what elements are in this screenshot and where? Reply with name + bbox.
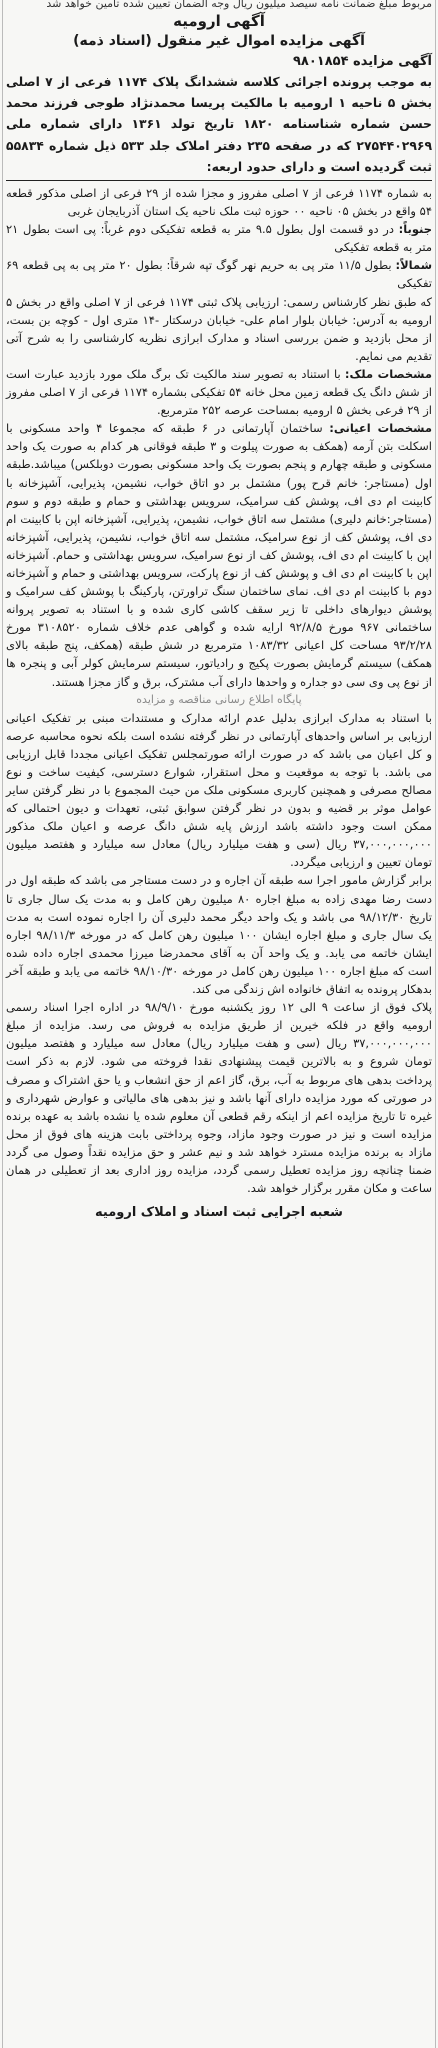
paragraph-label: جنوباً:: [398, 222, 433, 237]
paragraph-text: با استناد به مدارک ابرازی بدلیل عدم ارائه مدارک و مستندات مبنی بر تفکیک اعیانی ارزیابی بر اساس واحدهای آپارتمانی در نظر گرفته نشده است بلکه نحوه محاسبه عرصه و کل اعیان می باشد که در صورت ارائه صورتمجلس تفکیک اعیانی مجددا قابل ارزیابی می باشد. با توجه به موقعیت و محل استقرار، شوارع دسترسی، کیفیت ساخت و نوع مصالح مصرفی و همچنین کاربری مسکونی ملک من حیث المجموع با در نظر گرفتن سایر عوامل موثر بر قضیه و بدون در نظر گرفتن سوابق ثبتی، تعهدات و دیون احتمالی که ممکن است وجود داشته باشد ارزش پایه شش دانگ عرصه و اعیان ملک مذکور ۳۷,۰۰۰,۰۰۰,۰۰۰ ریال (سی و هفت میلیارد ریال) معادل سه میلیارد و هفتصد میلیون تومان تعیین و ارزیابی میگردد.: [6, 710, 432, 870]
body-paragraph: [6, 365, 432, 419]
body-paragraph: [6, 709, 432, 872]
paragraph-text: که طبق نظر کارشناس رسمی: ارزیابی پلاک ثبتی ۱۱۷۴ فرعی از ۷ اصلی واقع در بخش ۵ ارومیه به آدرس: خیابان بلوار امام علی- خیابان درسکتار -۱۴ متری اول - کوچه بن بست، از محل بازدید و ضمن بررسی اسناد و مدارک ابرازی نظریه کارشناسی را به شرح آتی تقدیم می نمایم.: [6, 294, 432, 363]
body-paragraph: [6, 419, 432, 690]
site-watermark: پایگاه اطلاع رسانی مناقصه و مزایده: [136, 692, 302, 706]
body-paragraph: [6, 256, 432, 292]
body-paragraph: [6, 220, 432, 256]
body-paragraph: [6, 998, 432, 1197]
paragraph-label: مشخصات اعیانی:: [329, 421, 432, 436]
paragraph-label: مشخصات ملک:: [344, 366, 432, 381]
section-divider: [6, 180, 432, 181]
auction-number: آگهی مزایده ۹۸۰۱۸۵۴: [292, 54, 432, 69]
paragraph-text: ساختمان آپارتمانی در ۶ طبقه که مجموعا ۴ واحد مسکونی با اسکلت بتن آرمه (همکف به صورت پیلوت و ۳ طبقه فوقانی هر کدام به صورت یک واحد مسکونی و طبقه چهارم و پنجم بصورت یک واحد مسکونی بصورت دوبلکس) میباشد.طبقه اول (مستاجر: خانم قرح پور) مشتمل بر دو اتاق خواب، نشیمن، پذیرایی، آشپزخانه با کابینت ام دی اف، پوشش کف سرامیک، سرویس بهداشتی و حمام و طبقه دوم و سوم (مستاجر:خانم دلیری) مشتمل سه اتاق خواب، نشیمن، پذیرایی، آشپزخانه اپن با کابینت ام دی اف، پوشش کف از نوع سرامیک، مشتمل سه اتاق خواب، نشیمن، پذیرایی، آشپزخانه اپن با کابینت ام دی اف، پوشش کف از نوع سرامیک، سرویس بهداشتی و حمام. آشپزخانه اپن با کابینت ام دی اف و پوشش کف از نوع پارکت، سرویس بهداشتی و حمام و آشپزخانه دوم با کابینت ام دی اف. نمای ساختمان سنگ تراورتن، پارکینگ با پوشش کف سرامیک و پوشش دیوارهای داخلی تا زیر سقف کاشی کاری شده و با استناد به تصویر پروانه ساختمانی ۹۶۷ مورخ ۹۲/۸/۵ ارایه شده و گواهی عدم خلاف شماره ۳۱۰۸۵۲۰ مورخ ۹۳/۲/۲۸ مساحت کل اعیانی ۱۰۸۳/۳۲ مترمربع در شش طبقه (همکف، پنج طبقه بالای همکف) سیستم گرمایش بصورت پکیج و رادیاتور، سیستم سرمایش کولر آبی و پنجره ها از نوع پی وی سی دو جداره و واحدها دارای آب مشترک، برق و گاز مجزا هستند.: [6, 421, 433, 689]
clipping-right-edge: [435, 0, 436, 2048]
paragraph-text: بطول ۱۱/۵ متر پی به حریم نهر گوگ تپه شرقاً: بطول ۲۰ متر پی به پی قطعه ۶۹ تفکیکی: [6, 258, 432, 291]
notice-intro: به موجب پرونده اجرائی کلاسه ششدانگ پلاک ۱۱۷۴ فرعی از ۷ اصلی بخش ۵ ناحیه ۱ ارومیه با مالکیت پریسا محمدنژاد طوجی فرزند محمد حسن شماره شناسنامه ۱۸۲۰ تاریخ تولد ۱۳۶۱ دارای شماره ملی ۲۷۵۴۴۰۲۹۶۹ که در صفحه ۲۳۵ دفتر املاک جلد ۵۳۳ ذیل شماره ۵۵۸۳۴ ثبت گردیده است و دارای حدود اربعه:: [6, 74, 433, 174]
notice-body: [6, 184, 432, 1197]
paragraph-text: به شماره ۱۱۷۴ فرعی از ۷ اصلی مفروز و مجزا شده از ۲۹ فرعی از اصلی مذکور قطعه ۵۴ واقع در بخش ۰۵ ناحیه ۰۰ حوزه ثبت ملک ناحیه یک استان آذربایجان غربی: [6, 186, 433, 219]
body-paragraph: [6, 293, 432, 365]
notice-title: آگهی ارومیه: [173, 12, 265, 30]
paragraph-text: برابر گزارش مامور اجرا سه طبقه آن اجاره و در دست مستاجر می باشد که طبقه اول در دست رضا مهدی زاده به مبلغ اجاره ۸۰ میلیون رهن کامل و به مدت یک سال جاری تا تاریخ ۹۸/۱۲/۳۰ می باشد و یک واحد دیگر محمد دلیری آن را اجاره نموده است به مدت یک سال جاری و مبلغ اجاره ایشان ۱۰۰ میلیون رهن کامل که در مورخه ۹۸/۱۱/۳ اجاره ایشان خاتمه می یابد. و یک واحد آن به آقای محمدرضا میرزا محمدی اجاره داده شده است که مبلغ اجاره ۱۰۰ میلیون رهن کامل در مورخه ۹۸/۱۰/۳۰ خاتمه می یابد و طبقه آخر بدهکار پرونده به اتفاق خانواده اش زندگی می کند.: [6, 873, 432, 997]
clipping-left-edge: [2, 0, 3, 2048]
paragraph-text: با استناد به تصویر سند مالکیت تک برگ ملک مورد بازدید عبارت است از شش دانگ یک قطعه زمین محل خانه ۵۴ تفکیکی بشماره ۱۱۷۴ فرعی از ۷ اصلی مفروز از ۲۹ فرعی بخش ۵ ارومیه بمساحت عرصه ۲۵۲ مترمربع.: [6, 366, 433, 418]
paragraph-text: در دو قسمت اول بطول ۹.۵ متر به قطعه تفکیکی دوم غرباً: پی است بطول ۲۱ متر به قطعه تفکیکی: [6, 222, 432, 255]
notice-subtitle: آگهی مزایده اموال غیر منقول (اسناد ذمه): [73, 33, 365, 49]
previous-notice-cut-line: مربوط مبلغ ضمانت نامه سیصد میلیون ریال وجه الضمان تعیین شده تامین خواهد شد: [46, 0, 432, 10]
body-paragraph: [6, 184, 432, 220]
paragraph-text: پلاک فوق از ساعت ۹ الی ۱۲ روز یکشنبه مورخ ۹۸/۹/۱۰ در اداره اجرا اسناد رسمی ارومیه واقع در فلکه خیرین از طریق مزایده به فروش می رسد. مزایده از مبلغ ۳۷,۰۰۰,۰۰۰,۰۰۰ ریال (سی و هفت میلیارد ریال) معادل سه میلیارد و هفتصد میلیون تومان شروع و به بالاترین قیمت پیشنهادی نقدا فروخته می شود. لازم به ذکر است پرداخت بدهی های مربوط به آب، برق، گاز اعم از حق انشعاب و یا حق اشتراک و مصرف در صورتی که مورد مزایده دارای آنها باشد و نیز بدهی های مالیاتی و عوارض شهرداری و غیره تا تاریخ مزایده اعم از اینکه رقم قطعی آن معلوم شده یا نشده باشد به عهده برنده مزایده است و نیز در صورت وجود مازاد، وجوه پرداختی بابت هزینه های فوق از محل مازاد به برنده مزایده مسترد خواهد شد و نیم عشر و حق مزایده نقداً وصول می گردد ضمنا چنانچه روز مزایده تعطیل رسمی گردد، مزایده روز اداری بعد از تعطیلی در همان ساعت و مکان مقرر برگزار خواهد شد.: [6, 1000, 432, 1196]
issuer-signature: شعبه اجرایی ثبت اسناد و املاک ارومیه: [95, 1205, 343, 1221]
body-paragraph: [6, 871, 432, 998]
paragraph-label: شمالاً:: [395, 258, 433, 273]
